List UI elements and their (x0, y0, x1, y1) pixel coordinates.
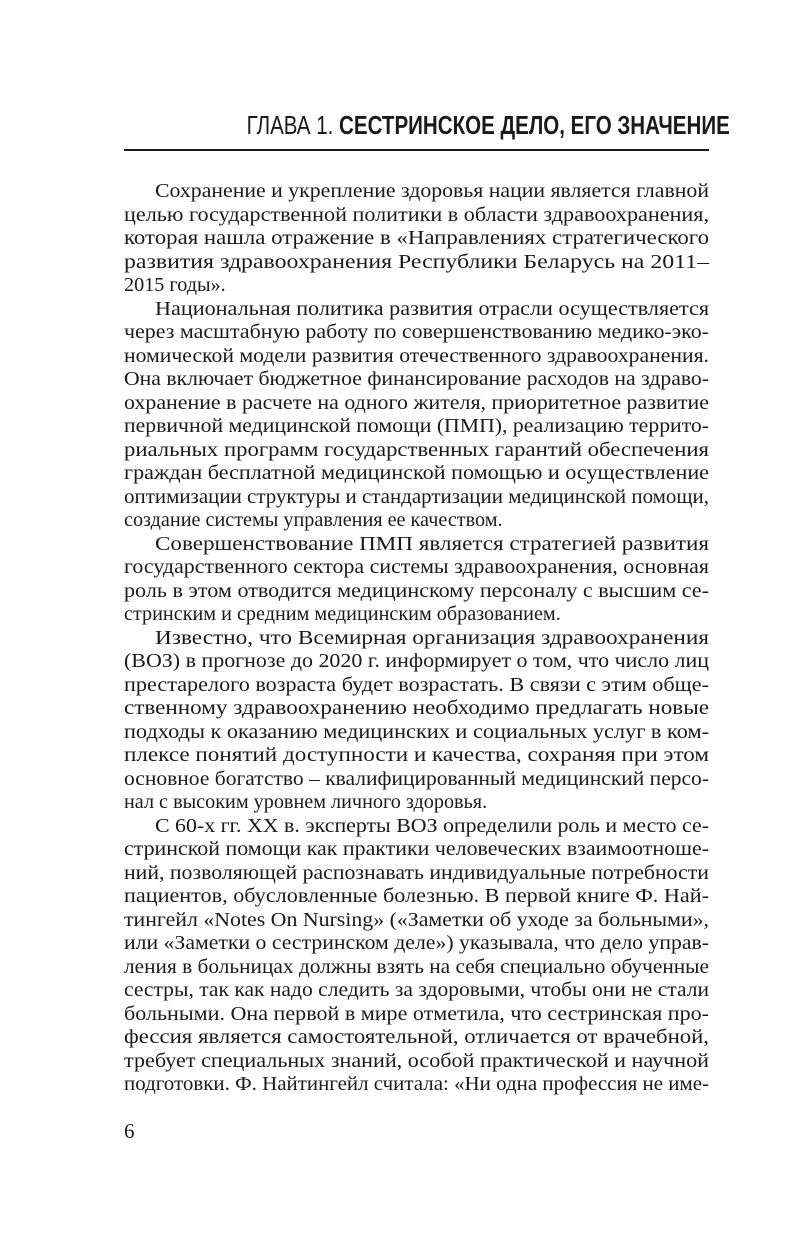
text-line-content: государственного сектора системы здравоохранения, основная (124, 556, 709, 578)
text-line-content: ний, позволяющей распознавать индивидуальные потребности (124, 861, 709, 884)
text-line (124, 486, 709, 510)
text-line (124, 368, 709, 392)
text-line (124, 321, 709, 345)
text-line-content: С 60-х гг. XX в. эксперты ВОЗ определили роль и место се- (155, 814, 709, 837)
text-line (124, 533, 709, 557)
text-line-content: Национальная политика развития отрасли осуществляется (155, 297, 710, 320)
text-line-content: (ВОЗ) в прогнозе до 2020 г. информирует о том, что число лиц (124, 650, 709, 672)
text-line (124, 603, 709, 627)
text-line-content: подготовки. Ф. Найтингейл считала: «Ни одна профессия не име- (124, 1073, 710, 1095)
chapter-number: ГЛАВА 1. (246, 110, 340, 140)
chapter-title: СЕСТРИНСКОЕ ДЕЛО, ЕГО ЗНАЧЕНИЕ (339, 110, 730, 140)
text-line (124, 768, 709, 792)
text-line-content: 2015 годы». (124, 274, 226, 296)
text-line (124, 274, 709, 298)
text-line-content: ления в больницах должны взять на себя специально обученные (124, 955, 710, 978)
text-line (124, 932, 709, 956)
text-line-content: создание системы управления ее качеством. (124, 509, 503, 531)
text-line (124, 415, 709, 439)
running-header (246, 108, 730, 142)
text-line-content: пациентов, обусловленные болезнью. В первой книге Ф. Най- (124, 885, 710, 907)
text-line-content: граждан бесплатной медицинской помощью и осуществление (124, 462, 710, 484)
text-line (124, 204, 709, 228)
text-line (124, 862, 709, 886)
text-line (124, 885, 709, 909)
text-line (124, 251, 709, 275)
text-line (124, 674, 709, 698)
text-line (124, 556, 709, 580)
text-line (124, 180, 709, 204)
text-line (124, 462, 709, 486)
text-line-content: стринским и средним медицинским образованием. (124, 603, 561, 625)
page-number: 6 (124, 1119, 135, 1143)
text-line-content: развития здравоохранения Республики Беларусь на 2011– (124, 250, 710, 273)
text-line-content: номической модели развития отечественного здравоохранения. (124, 344, 709, 367)
text-line-content: тингейл «Notes On Nursing» («Заметки об уходе за больными», (124, 908, 709, 931)
text-line (124, 1050, 709, 1074)
text-line-content: Сохранение и укрепление здоровья нации является главной (155, 180, 709, 202)
text-line-content: охранение в расчете на одного жителя, приоритетное развитие (124, 391, 709, 414)
header-rule (124, 149, 709, 151)
text-line-content: Она включает бюджетное финансирование расходов на здраво- (124, 368, 710, 390)
text-line (124, 1026, 709, 1050)
text-line-content: Совершенствование ПМП является стратегией развития (155, 532, 709, 555)
text-line (124, 838, 709, 862)
text-line (124, 580, 709, 604)
text-line (124, 392, 709, 416)
text-line-content: оптимизации структуры и стандартизации медицинской помощи, (124, 485, 710, 508)
text-line-content: сестры, так как надо следить за здоровыми, чтобы они не стали (124, 979, 709, 1001)
text-line (124, 697, 709, 721)
text-line-content: основное богатство – квалифицированный медицинский персо- (124, 767, 710, 790)
text-line (124, 815, 709, 839)
text-line (124, 1073, 709, 1097)
text-line (124, 979, 709, 1003)
text-line-content: ственному здравоохранению необходимо предлагать новые (124, 697, 710, 719)
text-line-content: стринской помощи как практики человеческих взаимоотноше- (124, 838, 710, 860)
text-line-content: фессия является самостоятельной, отличается от врачебной, (124, 1026, 710, 1048)
text-line (124, 627, 709, 651)
text-line-content: требует специальных знаний, особой практической и научной (124, 1049, 709, 1072)
text-line (124, 439, 709, 463)
text-line-content: нал с высоким уровнем личного здоровья. (124, 791, 488, 813)
text-line (124, 298, 709, 322)
text-line-content: целью государственной политики в области здравоохранения, (124, 203, 710, 226)
text-line-content: через масштабную работу по совершенствованию медико-эко- (124, 321, 709, 343)
text-line (124, 345, 709, 369)
text-line-content: риальных программ государственных гарантий обеспечения (124, 438, 709, 461)
text-line-content: плексе понятий доступности и качества, сохраняя при этом (124, 744, 710, 766)
body-text (124, 180, 709, 1097)
text-line (124, 509, 709, 533)
text-line-content: престарелого возраста будет возрастать. В связи с этим обще- (124, 673, 709, 696)
text-line (124, 744, 709, 768)
text-line-content: или «Заметки о сестринском деле») указывала, что дело управ- (124, 932, 710, 954)
text-line-content: роль в этом отводится медицинскому персоналу с высшим се- (124, 579, 709, 602)
text-line-content: больными. Она первой в мире отметила, что сестринская про- (124, 1002, 709, 1025)
text-line (124, 650, 709, 674)
text-line-content: Известно, что Всемирная организация здравоохранения (155, 626, 709, 649)
text-line (124, 909, 709, 933)
text-line (124, 1003, 709, 1027)
text-line-content: которая нашла отражение в «Направлениях стратегического (124, 227, 710, 249)
text-line (124, 791, 709, 815)
text-line-content: подходы к оказанию медицинских и социальных услуг в ком- (124, 720, 710, 743)
text-line-content: первичной медицинской помощи (ПМП), реализацию террито- (124, 415, 710, 437)
text-line (124, 721, 709, 745)
text-line (124, 227, 709, 251)
text-line (124, 956, 709, 980)
